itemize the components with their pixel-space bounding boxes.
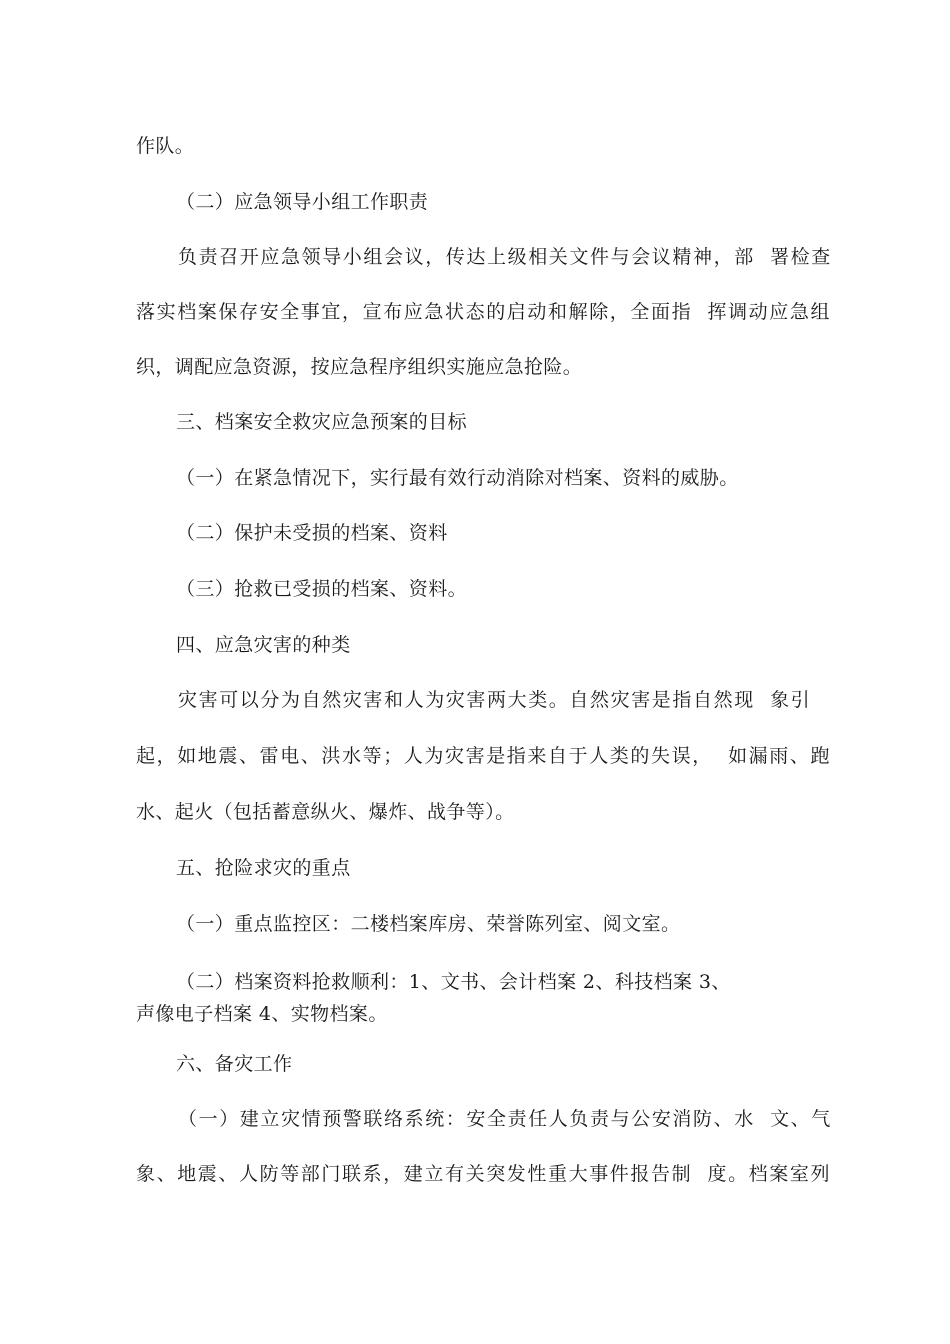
list-item-continuation: 声像电子档案 4、实物档案。 — [136, 1003, 388, 1025]
paragraph-line: 起，如地震、雷电、洪水等；人为灾害是指来自于人类的失误， 如漏雨、跑 — [136, 745, 832, 767]
section-heading: 四、应急灾害的种类 — [176, 634, 351, 656]
list-item: （一）在紧急情况下，实行最有效行动消除对档案、资料的威胁。 — [176, 467, 739, 489]
section-heading: 六、备灾工作 — [176, 1053, 293, 1075]
list-item: （二）保护未受损的档案、资料 — [176, 522, 448, 544]
paragraph-line: 灾害可以分为自然灾害和人为灾害两大类。自然灾害是指自然现 象引 — [178, 689, 812, 711]
list-item: （三）抢救已受损的档案、资料。 — [176, 578, 468, 600]
paragraph-line: 织，调配应急资源，按应急程序组织实施应急抢险。 — [136, 356, 583, 378]
paragraph-line: 象、地震、人防等部门联系，建立有关突发性重大事件报告制 度。档案室列 — [136, 1163, 832, 1185]
list-item: （二）档案资料抢救顺利：1、文书、会计档案 2、科技档案 3、 — [176, 971, 731, 993]
paragraph-line: 负责召开应急领导小组会议，传达上级相关文件与会议精神，部 署检查 — [178, 246, 832, 268]
section-heading: 五、抢险求灾的重点 — [176, 857, 351, 879]
section-heading: 三、档案安全救灾应急预案的目标 — [176, 411, 468, 433]
paragraph-line: （一）建立灾情预警联络系统：安全责任人负责与公安消防、水 文、气 — [178, 1108, 832, 1130]
section-heading: （二）应急领导小组工作职责 — [176, 191, 429, 213]
list-item: （一）重点监控区：二楼档案库房、荣誉陈列室、阅文室。 — [176, 913, 681, 935]
paragraph-line: 水、起火（包括蓄意纵火、爆炸、战争等）。 — [136, 801, 515, 823]
text-line: 作队。 — [136, 135, 195, 157]
paragraph-line: 落实档案保存安全事宜，宣布应急状态的启动和解除，全面指 挥调动应急组 — [136, 301, 832, 323]
